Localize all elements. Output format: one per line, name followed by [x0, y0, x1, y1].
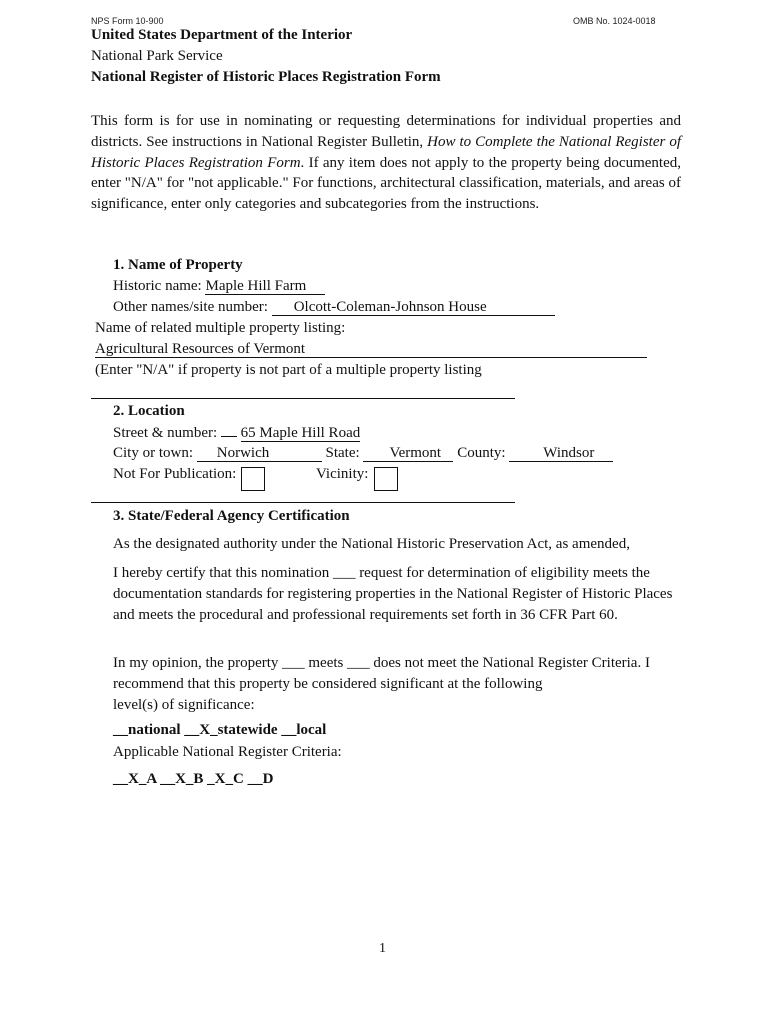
- street-label: Street & number:: [113, 425, 221, 441]
- city-state-county-row: [113, 445, 613, 462]
- opinion-text: In my opinion, the property ___ meets ___ does not meet the National Register Criteria. I recommend that this property be considered significant at the following: [113, 655, 650, 692]
- opinion-paragraph: [113, 653, 678, 715]
- bulletin-title: How to Complete the National Register of Historic Places Registration Form: [91, 133, 681, 171]
- state-field[interactable]: Vermont: [363, 446, 453, 462]
- vicinity-checkbox[interactable]: [374, 467, 398, 491]
- section-2-heading: 2. Location: [113, 403, 185, 419]
- historic-name-row: [113, 278, 325, 295]
- certification-paragraph: I hereby certify that this nomination ___ request for determination of eligibility meets the documentation standards for registering properties in the National Register of Historic Places and meets the procedural and professional requirements set forth in 36 CFR Part 60.: [113, 565, 673, 623]
- city-field[interactable]: Norwich: [197, 446, 322, 462]
- criteria-label: Applicable National Register Criteria:: [113, 744, 342, 760]
- other-names-row: [113, 299, 555, 316]
- intro-text-2: . If any item does not apply to the property being documented, enter "N/A" for "not applicable." For functions, architectural classification, materials, and areas of significance, enter only categories and subcategories from the instructions.: [91, 154, 681, 213]
- form-number: NPS Form 10-900: [91, 16, 164, 26]
- certification-intro: As the designated authority under the National Historic Preservation Act, as amended,: [113, 536, 630, 552]
- form-title: National Register of Historic Places Registration Form: [91, 69, 441, 85]
- divider-1: [91, 398, 515, 399]
- page-number: 1: [379, 941, 386, 956]
- vicinity-label: Vicinity:: [316, 466, 369, 482]
- city-label: City or town:: [113, 445, 197, 461]
- historic-name-field[interactable]: Maple Hill Farm: [205, 279, 325, 295]
- nfp-label: Not For Publication:: [113, 466, 237, 482]
- opinion-levels-label: level(s) of significance:: [113, 696, 255, 713]
- mpl-note: (Enter "N/A" if property is not part of a multiple property listing: [95, 362, 482, 378]
- state-label: State:: [325, 445, 364, 461]
- other-names-label: Other names/site number:: [113, 299, 272, 315]
- mpl-field[interactable]: Agricultural Resources of Vermont: [95, 342, 647, 358]
- mpl-row: [95, 341, 647, 358]
- department-title: United States Department of the Interior: [91, 27, 353, 43]
- intro-paragraph: [91, 111, 681, 215]
- mpl-label: Name of related multiple property listing:: [95, 320, 346, 336]
- other-names-field[interactable]: Olcott-Coleman-Johnson House: [272, 300, 555, 316]
- historic-name-label: Historic name:: [113, 278, 206, 294]
- county-field[interactable]: Windsor: [509, 446, 613, 462]
- not-for-publication-checkbox[interactable]: [241, 467, 265, 491]
- omb-number: OMB No. 1024-0018: [573, 16, 656, 26]
- section-3-heading: 3. State/Federal Agency Certification: [113, 508, 350, 524]
- street-field[interactable]: 65 Maple Hill Road: [240, 425, 361, 441]
- significance-levels[interactable]: __national __X_statewide __local: [113, 722, 327, 738]
- intro-text-1: This form is for use in nominating or requesting determinations for individual properties and districts. See instructions in National Register Bulletin,: [91, 113, 681, 150]
- county-label: County:: [457, 445, 510, 461]
- street-row: [113, 424, 360, 442]
- divider-2: [91, 502, 515, 503]
- service-name: National Park Service: [91, 48, 223, 64]
- section-1-heading: 1. Name of Property: [113, 257, 243, 273]
- criteria-selection[interactable]: __X_A __X_B _X_C __D: [113, 771, 274, 787]
